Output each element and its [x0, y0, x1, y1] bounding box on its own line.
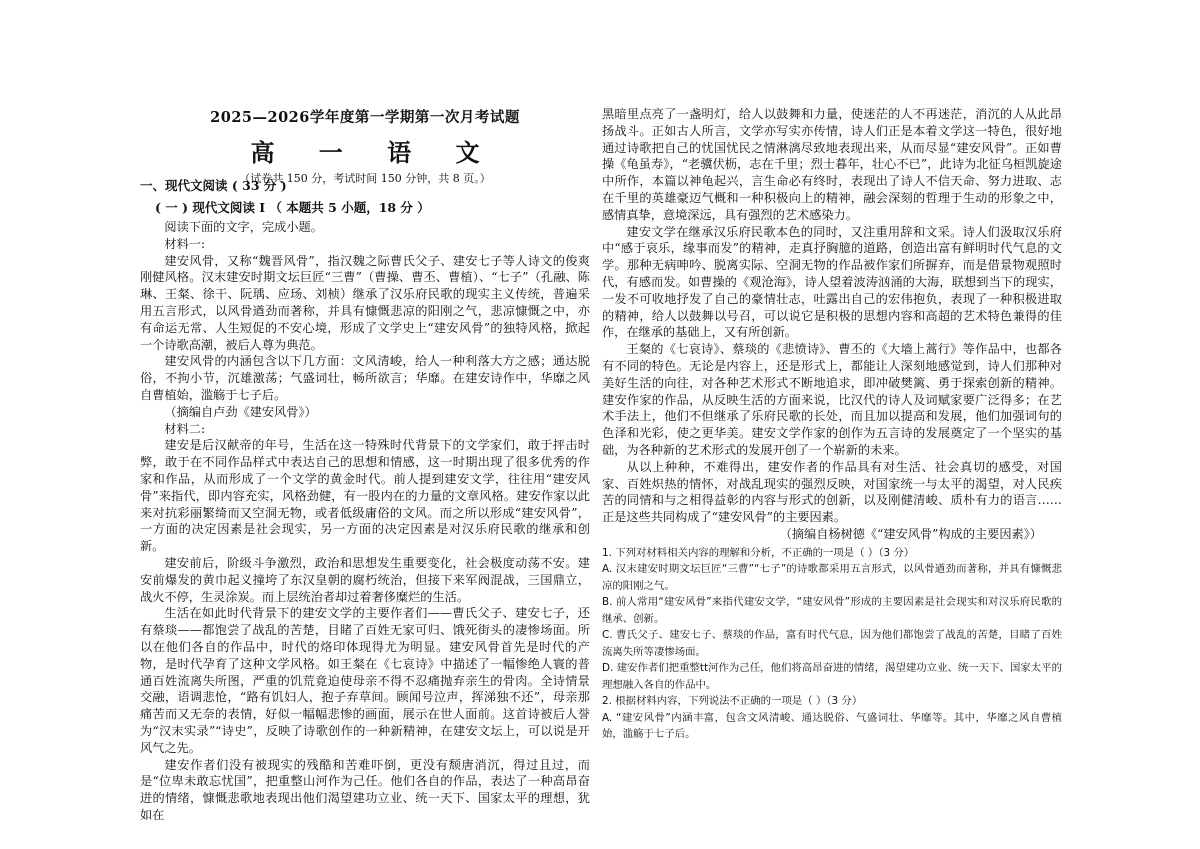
material2-paragraph: 建安作者们没有被现实的残酷和苦难吓倒，更没有颓唐消沉，得过且过，而是“位卑未敢忘忧国”，把重整山河作为己任。他们各自的作品，表达了一种高昂奋进的情绪，慷慨悲歌地表现出他们渴望建功立业、统一天下、国家太平的理想，犹如在	[140, 757, 590, 822]
left-column	[140, 176, 590, 824]
right-column	[602, 106, 1062, 743]
section-heading: 一、现代文阅读 ( 33 分 )	[140, 178, 287, 193]
material2-paragraph: 王粲的《七哀诗》、蔡琰的《悲愤诗》、曹丕的《大墙上蒿行》等作品中，也都各有不同的特色。无论是内容上，还是形式上，都能让人深刻地感觉到，诗人们那种对美好生活的向往，对各种艺术形式不断地追求，即冲破樊篱、勇于探索创新的精神。建安作家的作品，从反映生活的方面来说，比汉代的诗人及词赋家要广泛得多；在艺术手法上，他们不但继承了乐府民歌的长处，而且加以提高和发展，他们加强词句的色泽和光彩，使之更华美。建安文学作家的创作为五言诗的发展奠定了一个坚实的基础，为各种新的艺术形式的发展开创了一个崭新的未来。	[602, 342, 1062, 457]
material2-paragraph: 建安前后，阶级斗争激烈，政治和思想发生重要变化，社会极度动荡不安。建安前爆发的黄巾起义撞垮了东汉皇朝的腐朽统治，但接下来军阀混战，三国鼎立，战火不停，生灵涂炭。而上层统治者却过着奢侈糜烂的生活。	[140, 555, 590, 604]
material1-paragraph: 建安风骨，又称“魏晋风骨”，指汉魏之际曹氏父子、建安七子等人诗文的俊爽刚健风格。汉末建安时期文坛巨匠“三曹”（曹操、曹丕、曹植）、“七子”（孔融、陈琳、王粲、徐干、阮瑀、应玚、刘桢）继承了汉乐府民歌的现实主义传统，普遍采用五言形式，以风骨遒劲而著称，并具有慷慨悲凉的阳刚之气，悲凉慷慨之中，亦有命运无常、人生短促的不安心境，形成了文学史上“建安风骨”的独特风格，掀起一个诗歌高潮，被后人尊为典范。	[140, 253, 590, 352]
question-2-option-a: A. “建安风骨”内涵丰富，包含文风清峻、通达脱俗、气盛词壮、华靡等。其中，华靡之风自曹植始，滥觞于七子后。	[602, 711, 1062, 741]
subject-title: 高 一 语 文	[250, 138, 498, 167]
exam-note: （试卷共 150 分，考试时间 150 分钟，共 8 页。）	[239, 172, 491, 185]
question-1-option-a: A. 汉末建安时期文坛巨匠“三曹”“七子”的诗歌都采用五言形式，以风骨遒劲而著称，并具有慷慨悲凉的阳刚之气。	[602, 563, 1062, 592]
material2-paragraph: 建安文学在继承汉乐府民歌本色的同时，又注重用辞和文采。诗人们汲取汉乐府中“感于哀乐，缘事而发”的精神，走真抒胸臆的道路，创造出富有鲜明时代气息的文学。那种无病呻吟、脱离实际、空洞无物的作品被作家们所摒弃，而是借景物观照时代，有感而发。如曹操的《观沧海》，诗人望着波涛汹涌的大海，联想到当下的现实，一发不可收地抒发了自己的豪情壮志，吐露出自己的宏伟抱负，表现了一种积极进取的精神，给人以鼓舞以号召，可以说它是积极的思想内容和高超的艺术特色兼得的佳作，在继承的基础上，又有所创新。	[602, 224, 1062, 340]
material2-label: 材料二:	[164, 421, 206, 436]
exam-header	[140, 106, 590, 186]
material2-paragraph: 从以上种种，不难得出，建安作者的作品具有对生活、社会真切的感受，对国家、百姓炽热的情怀，对战乱现实的强烈反映，对国家统一与太平的渴望，对人民疾苦的同情和与之相得益彰的内容与形式的创新，以及刚健清峻、质朴有力的语言……正是这些共同构成了“建安风骨”的主要因素。	[602, 459, 1062, 525]
question-1-option-b: B. 前人常用“建安风骨”来指代建安文学，“建安风骨”形成的主要因素是社会现实和对汉乐府民歌的继承、创新。	[602, 596, 1062, 625]
material1-label: 材料一:	[164, 236, 206, 251]
question-1-option-d: D. 建安作者们把重整tt河作为己任，他们将高昂奋进的情绪，渴望建功立业、统一天下、国家太平的理想融入各自的作品中。	[602, 662, 1062, 691]
sub-section-heading: ( 一 ) 现代文阅读 Ⅰ （ 本题共 5 小题，18 分 ）	[155, 200, 430, 215]
material2-paragraph: 建安是后汉献帝的年号，生活在这一特殊时代背景下的文学家们，敢于抨击时弊，敢于在不同作品样式中表达自己的思想和情感，这一时期出现了很多优秀的作家和作品，从而形成了一个文学的黄金时代。前人提到建安文学，往往用“建安风骨”来指代，即内容充实，风格劲健，有一股内在的力量的文章风格。建安作家以此来对抗彩丽繁绮而又空洞无物，或者低级庸俗的文风。而之所以形成“建安风骨”，一方面的决定因素是社会现实，另一方面的决定因素是对汉乐府民歌的继承和创新。	[140, 438, 590, 554]
material2-paragraph-continued: 黑暗里点亮了一盏明灯，给人以鼓舞和力量，使迷茫的人不再迷茫，消沉的人从此昂扬战斗。正如古人所言，文学亦写实亦传情，诗人们正是本着文学这一特色，很好地通过诗歌把自己的忧国忧民之情淋漓尽致地表现出来，从而尽显“建安风骨”。正如曹操《龟虽寿》，“老骥伏枥，志在千里；烈士暮年，壮心不已”，此诗为北征乌桓凯旋途中所作，本篇以神龟起兴，言生命必有终时，表现出了诗人不信天命、努力进取、志在千里的英雄豪迈气概和一种积极向上的精神，融会深刻的哲理于生动的形象之中，感情真挚，意境深远，具有强烈的艺术感染力。	[602, 107, 1062, 222]
question-1-stem: 1. 下列对材料相关内容的理解和分析，不正确的一项是（ ）（3 分）	[602, 546, 915, 559]
material1-paragraph: 建安风骨的内涵包含以下几方面：文风清峻，给人一种利落大方之感；通达脱俗，不拘小节，沉雄激荡；气盛词壮，畅所欲言；华靡。在建安诗作中，华靡之风自曹植始，滥觞于七子后。	[140, 354, 590, 402]
question-1-option-c: C. 曹氏父子、建安七子、蔡琰的作品，富有时代气息，因为他们都饱尝了战乱的苦楚，目睹了百姓流离失所等凄惨场面。	[602, 629, 1062, 658]
question-2-stem: 2. 根据材料内容，下列说法不正确的一项是（ ）（3 分）	[602, 695, 863, 708]
instruction-text: 阅读下面的文字，完成小题。	[164, 220, 323, 234]
material1-source: （摘编自卢劲《建安风骨》）	[164, 404, 317, 419]
material2-source: （摘编自杨树德《“建安风骨”构成的主要因素》）	[779, 526, 1042, 541]
exam-title: 2025—2026学年度第一学期第一次月考试题	[210, 109, 520, 126]
material2-paragraph: 生活在如此时代背景下的建安文学的主要作者们——曹氏父子、建安七子，还有蔡琰——都饱尝了战乱的苦楚，目睹了百姓无家可归、饿死街头的凄惨场面。所以在他们各自的作品中，时代的烙印体现得尤为明显。建安风骨首先是时代的产物，是时代孕育了这种文学风格。如王粲在《七哀诗》中描述了一幅惨绝人寰的普通百姓流离失所图，严重的饥荒竟迫使母亲不得不忍痛抛弃亲生的骨肉。全诗情景交融，语调悲怆，“路有饥妇人，抱子弃草间。顾闻号泣声，挥涕独不还”，母亲那痛苦而又无奈的表情，好似一幅幅悲惨的画面，展示在世人面前。这首诗被后人誉为“汉末实录”“诗史”，反映了诗歌创作的一种新精神，在建安文坛上，可以说是开风气之先。	[140, 606, 590, 755]
